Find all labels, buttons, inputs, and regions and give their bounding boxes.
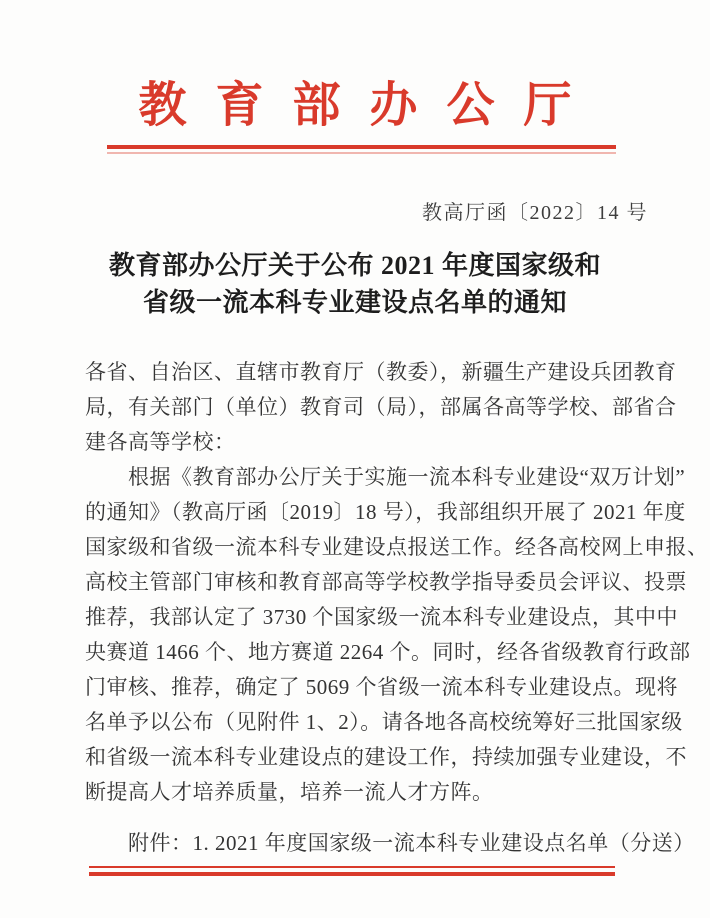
document-number: 教高厅函〔2022〕14 号 [422,202,648,224]
recipients-line: 局，有关部门（单位）教育司（局），部属各高等学校、部省合 [85,395,677,419]
body-line: 推荐，我部认定了 3730 个国家级一流本科专业建设点，其中中 [85,605,678,629]
body-line: 国家级和省级一流本科专业建设点报送工作。经各高校网上申报、 [85,535,709,559]
recipients-line: 各省、自治区、直辖市教育厅（教委），新疆生产建设兵团教育 [85,360,677,384]
title-line: 省级一流本科专业建设点名单的通知 [142,288,567,317]
recipients-line: 建各高等学校： [85,430,236,454]
body-line: 名单予以公布（见附件 1、2）。请各地各高校统筹好三批国家级 [85,710,683,734]
letterhead-rule-thick [107,145,616,149]
recipients-paragraph [85,355,677,460]
body-line: 高校主管部门审核和教育部高等学校教学指导委员会评议、投票 [85,570,687,594]
footer-rule [89,866,615,876]
body-line: 的通知》（教高厅函〔2019〕18 号），我部组织开展了 2021 年度 [85,500,686,524]
title-line: 教育部办公厅关于公布 2021 年度国家级和 [108,251,601,280]
document-title [65,247,645,321]
body-line: 和省级一流本科专业建设点的建设工作，持续加强专业建设，不 [85,745,687,769]
letterhead-issuer: 教育部办公厅 [138,79,601,132]
document-body [85,355,709,810]
body-line: 断提高人才培养质量，培养一流人才方阵。 [85,780,494,804]
body-line: 央赛道 1466 个、地方赛道 2264 个。同时，经各省级教育行政部 [85,640,691,664]
body-line: 根据《教育部办公厅关于实施一流本科专业建设“双万计划” [85,465,686,489]
letterhead-rule-thin [107,152,616,154]
attachment-note: 附件：1. 2021 年度国家级一流本科专业建设点名单（分送） [85,831,695,855]
body-line: 门审核、推荐，确定了 5069 个省级一流本科专业建设点。现将 [85,675,678,699]
main-paragraph [85,460,709,810]
